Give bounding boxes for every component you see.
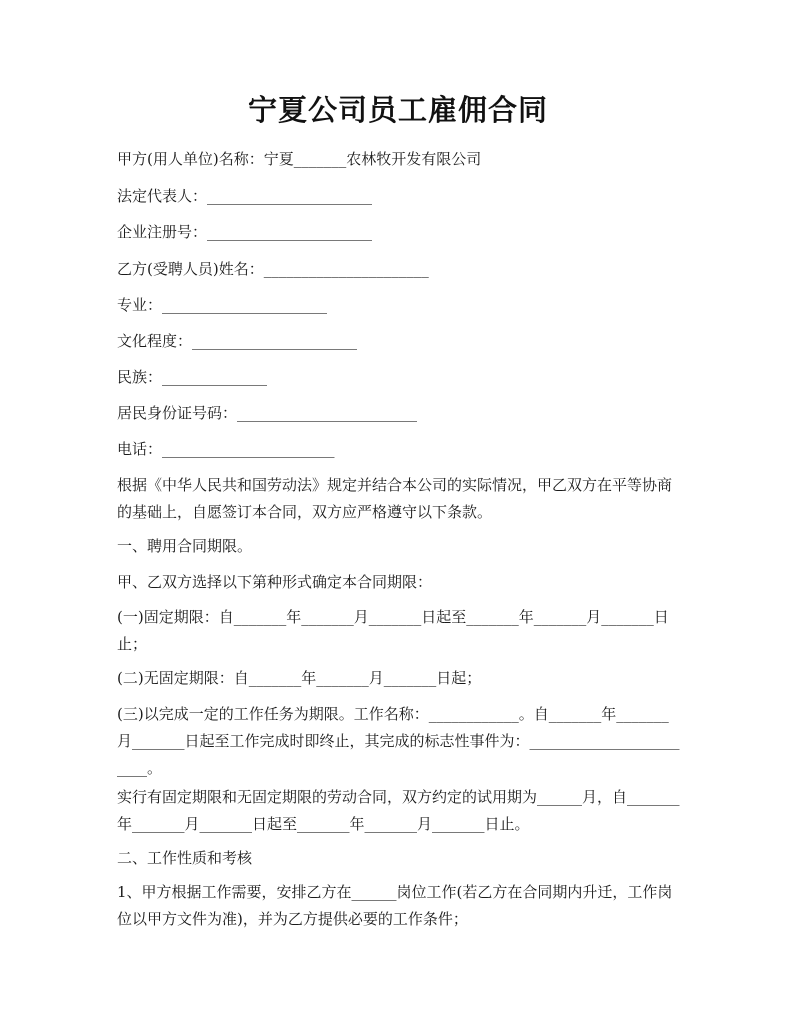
option-task-term: (三)以完成一定的工作任务为期限。工作名称：____________。自_______年_______月_______日起至工作完成时即终止，其完成的标志性事件为：________________________。 [117,705,680,777]
ethnicity-line: 民族：______________ [117,368,268,386]
major-line: 专业：______________________ [117,296,328,314]
section-1-intro: 甲、乙双方选择以下第种形式确定本合同期限： [117,573,433,591]
section-2-item-1: 1、甲方根据工作需要，安排乙方在______岗位工作(若乙方在合同期内升迁，工作岗位以甲方文件为准)，并为乙方提供必要的工作条件； [117,883,673,928]
party-a-name-line: 甲方(用人单位)名称：宁夏_______农林牧开发有限公司 [117,150,482,168]
option-open-term: (二)无固定期限：自_______年_______月_______日起； [117,669,482,687]
education-line: 文化程度：______________________ [117,332,358,350]
option-fixed-term: (一)固定期限：自_______年_______月_______日起至_______年_______月_______日止； [117,608,669,653]
phone-line: 电话：_______________________ [117,440,335,458]
id-number-line: 居民身份证号码：________________________ [117,404,418,422]
document-title: 宁夏公司员工雇佣合同 [247,93,548,127]
legal-representative-line: 法定代表人：______________________ [117,187,373,205]
registration-number-line: 企业注册号：______________________ [117,223,373,241]
section-1-heading: 一、聘用合同期限。 [117,537,253,555]
probation-paragraph: 实行有固定期限和无固定期限的劳动合同，双方约定的试用期为______月，自_______年_______月_______日起至_______年_______月_______日止。 [117,788,680,833]
intro-paragraph: 根据《中华人民共和国劳动法》规定并结合本公司的实际情况，甲乙双方在平等协商的基础上，自愿签订本合同，双方应严格遵守以下条款。 [117,476,673,521]
section-2-heading: 二、工作性质和考核 [117,849,253,867]
party-b-name-line: 乙方(受聘人员)姓名：______________________ [117,260,429,278]
